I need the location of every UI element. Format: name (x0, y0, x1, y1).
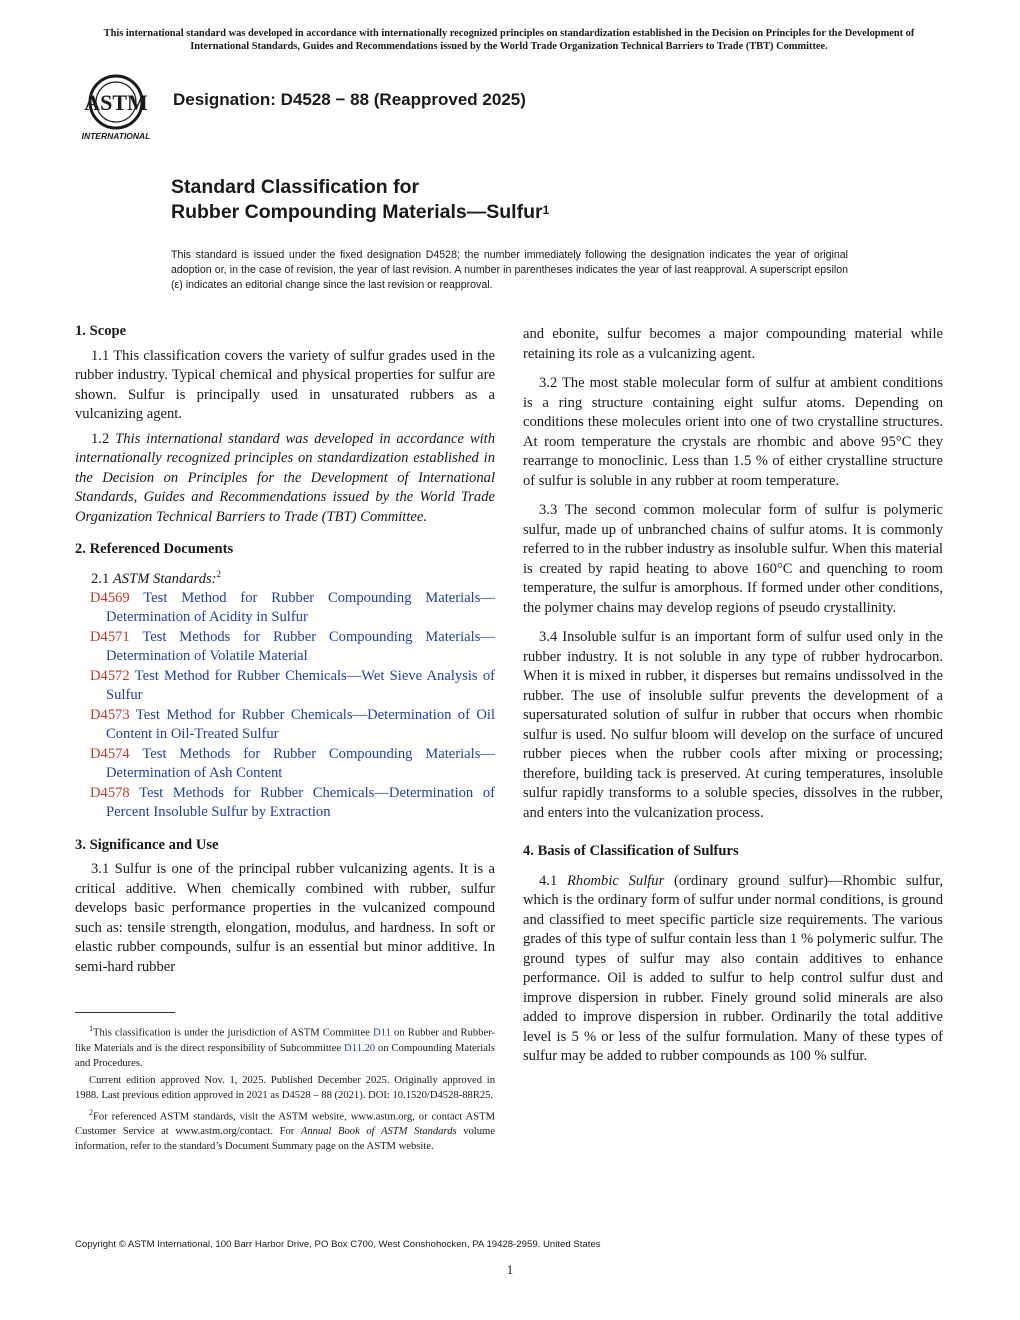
issued-note: This standard is issued under the fixed designation D4528; the number immediately following the designation indicates the year of original adoption or, in the case of revision, the year of last revision. A number in parentheses indicates the year of last reapproval. A superscript epsilon (ε) indicates an editorial change since the last revision or reapproval. (171, 249, 848, 291)
committee-link[interactable]: D11 (373, 1027, 391, 1039)
reference-item (75, 745, 495, 784)
footnote-1 (75, 1021, 495, 1071)
footnote-1-text-b: on Rubber and Rubber-like Materials and is the direct responsibility of Subcommittee (75, 1027, 496, 1054)
para-3-3: 3.3 The second common molecular form of sulfur is polymeric sulfur, made up of unbranched chains of sulfur atoms. It is commonly referred to in the rubber industry as insoluble sulfur. When this material is created by rapid heating to above 160°C and quenching to room temperature, the sulfur is amorphous. If formed under other conditions, the polymer chains may develop regions of pseudo crystallinity. (523, 502, 943, 616)
reference-list (75, 589, 495, 823)
title-line-2-text: Rubber Compounding Materials—Sulfur (171, 201, 543, 223)
reference-code-link[interactable]: D4571 (90, 628, 130, 645)
logo-subtext: INTERNATIONAL (81, 131, 151, 141)
reference-code-link[interactable]: D4569 (90, 589, 130, 606)
reference-title-link[interactable]: Test Methods for Rubber Compounding Materials—Determination of Ash Content (106, 745, 495, 782)
designation: Designation: D4528 − 88 (Reapproved 2025) (173, 90, 526, 109)
footnote-1-mark: 1 (89, 1024, 93, 1033)
footnote-1-text-a: This classification is under the jurisdiction of ASTM Committee (93, 1027, 374, 1039)
reference-title-link[interactable]: Test Methods for Rubber Compounding Materials—Determination of Volatile Material (106, 628, 495, 665)
top-notice: This international standard was developed in accordance with internationally recognized principles on standardization established in the Decision on Principles for the Development of International Standards, Guides and Recommendations issued by the World Trade Organization Technical Barriers to Trade (TBT) Committee. (103, 28, 915, 52)
para-2-1-text: ASTM Standards: (112, 570, 217, 587)
reference-title-link[interactable]: Test Method for Rubber Chemicals—Determination of Oil Content in Oil-Treated Sulfur (106, 706, 496, 743)
section-3-heading: 3. Significance and Use (75, 836, 219, 853)
para-3-1: 3.1 Sulfur is one of the principal rubber vulcanizing agents. It is a critical additive. When chemically combined with rubber, sulfur develops basic performance properties in the vulcanized compound such as: tensile strength, elongation, modulus, and hardness. In soft or elastic rubber compounds, sulfur is an essential but minor additive. In semi-hard rubber (75, 861, 495, 975)
para-3-4: 3.4 Insoluble sulfur is an important form of sulfur used only in the rubber industry. It is not soluble in any type of rubber hydrocarbon. When it is mixed in rubber, it disperses but remains undissolved in the rubber. The use of insoluble sulfur prevents the development of a supersaturated solution of sulfur in rubber that occurs when rhombic sulfur is used. No sulfur bloom will develop on the surface of uncured rubber pieces when the rubber cools after mixing or processing; therefore, building tack is preserved. At curing temperatures, insoluble sulfur rapidly transforms to a soluble species, dissolves in the rubber, and enters into the vulcanization process. (523, 629, 943, 821)
para-3-2: 3.2 The most stable molecular form of sulfur at ambient conditions is a ring structure containing eight sulfur atoms. Depending on conditions these molecules orient into one of two crystalline structures. At room temperature the crystals are rhombic and above 95°C they rearrange to monoclinic. Less than 1.5 % of either crystalline structure of sulfur is soluble in any rubber at room temperature. (523, 375, 943, 489)
reference-item (75, 589, 495, 628)
title-footnote-mark: 1 (542, 203, 550, 217)
para-1-2-text: This international standard was developed in accordance with internationally recognized principles on standardization established in the Decision on Principles for the Development of International Standards, Guides and Recommendations issued by the World Trade Organization Technical Barriers to Trade (TBT) Committee. (75, 430, 496, 525)
section-4-heading: 4. Basis of Classification of Sulfurs (523, 843, 739, 859)
footnote-1-text-c: on Compounding Materials and Procedures. (75, 1042, 495, 1069)
para-2-1-mark: 2 (216, 568, 222, 579)
reference-title-link[interactable]: Test Method for Rubber Compounding Materials—Determination of Acidity in Sulfur (106, 589, 495, 626)
right-column (523, 325, 943, 1067)
footnote-2-italic: Annual Book of ASTM Standards (300, 1126, 457, 1138)
copyright: Copyright © ASTM International, 100 Barr Harbor Drive, PO Box C700, West Conshohocken, PA 19428-2959. United States (75, 1239, 601, 1250)
reference-code-link[interactable]: D4574 (90, 745, 130, 762)
subcommittee-link[interactable]: D11.20 (344, 1042, 376, 1054)
logo-mark: ASTM (84, 90, 148, 115)
para-1-2-num: 1.2 (91, 430, 116, 447)
astm-logo (74, 72, 164, 142)
para-4-1-term: Rhombic Sulfur (566, 872, 665, 889)
reference-code-link[interactable]: D4573 (90, 706, 130, 723)
section-2-heading: 2. Referenced Documents (75, 541, 234, 557)
para-4-1 (523, 872, 943, 1067)
reference-code-link[interactable]: D4578 (90, 784, 130, 801)
footnote-2-text-b: volume information, refer to the standard’s Document Summary page on the ASTM website. (75, 1126, 495, 1153)
para-3-1-cont: and ebonite, sulfur becomes a major compounding material while retaining its role as a vulcanizing agent. (523, 326, 943, 362)
title-line-1: Standard Classification for (171, 176, 420, 198)
title-line-2 (171, 200, 549, 225)
footnote-2 (75, 1105, 495, 1155)
reference-item (75, 667, 495, 706)
para-4-1-num: 4.1 (539, 872, 567, 889)
document-title (171, 175, 549, 225)
footnotes (75, 1021, 495, 1156)
section-1-heading: 1. Scope (75, 323, 127, 339)
para-1-2 (75, 430, 495, 528)
left-column (75, 322, 495, 977)
page-number: 1 (506, 1262, 514, 1277)
astm-logo-icon (74, 72, 164, 142)
reference-title-link[interactable]: Test Method for Rubber Chemicals—Wet Sieve Analysis of Sulfur (106, 667, 495, 704)
para-2-1 (75, 565, 495, 589)
footnote-edition: Current edition approved Nov. 1, 2025. Published December 2025. Originally approved in 1988. Last previous edition approved in 2021 as D4528 – 88 (2021). DOI: 10.1520/D4528-88R25. (75, 1074, 495, 1101)
reference-title-link[interactable]: Test Methods for Rubber Chemicals—Determination of Percent Insoluble Sulfur by Extraction (106, 784, 495, 821)
reference-item (75, 784, 495, 823)
reference-code-link[interactable]: D4572 (90, 667, 130, 684)
footnote-rule (75, 1012, 175, 1013)
para-2-1-num: 2.1 (91, 570, 113, 587)
footnote-2-mark: 2 (89, 1107, 93, 1117)
para-1-1: 1.1 This classification covers the variety of sulfur grades used in the rubber industry. Typical chemical and physical properties for sulfur are shown. Sulfur is principally used in unsaturated rubbers as a vulcanizing agent. (75, 347, 495, 422)
reference-item (75, 628, 495, 667)
para-4-1-text: (ordinary ground sulfur)—Rhombic sulfur, which is the ordinary form of sulfur under normal conditions, is ground and classified to meet specific particle size requirements. The various grades of this type of sulfur contain less than 1 % polymeric sulfur. The ground types of sulfur may also contain additives to enhance performance. Oil is added to sulfur to help control sulfur dust and improve dispersion in rubber. Finely ground solid minerals are also added to improve dispersion in rubber. Ordinarily the total additive level is 5 % or less of the sulfur formulation. Many of these types of sulfur may be added to rubber compounds as 100 % sulfur. (523, 872, 943, 1064)
reference-item (75, 706, 495, 745)
footnote-2-text-a: For referenced ASTM standards, visit the ASTM website, www.astm.org, or contact ASTM Customer Service at www.astm.org/contact. For (75, 1111, 495, 1138)
